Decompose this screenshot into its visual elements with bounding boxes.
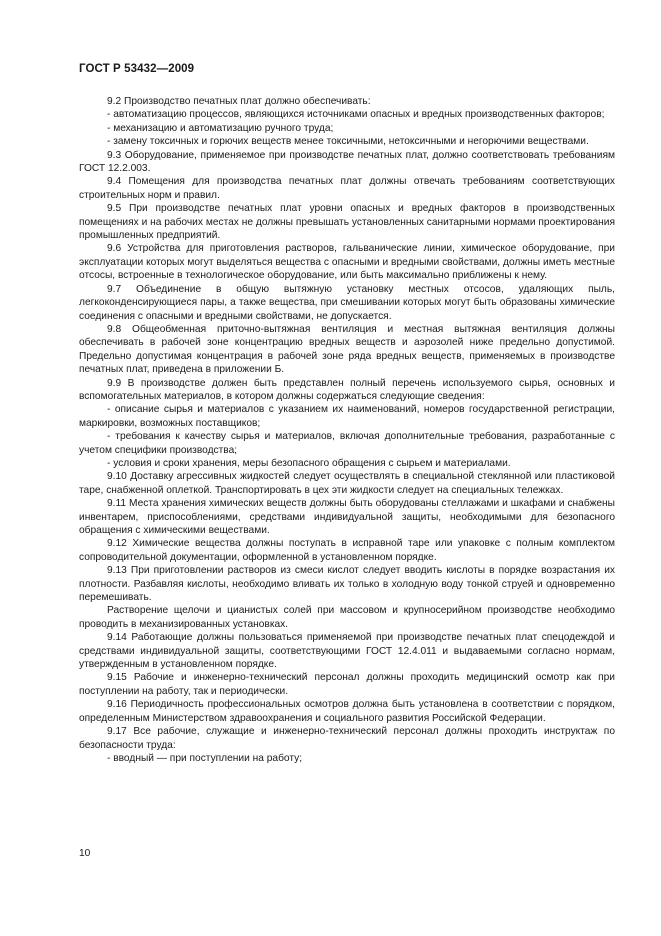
paragraph-9-8: 9.8 Общеобменная приточно-вытяжная вентиляция и местная вытяжная вентиляция должны обеспечивать в рабочей зоне концентрацию вредных веществ и аэрозолей ниже предельно допустимой. Предельно допустимая концентрация в рабочей зоне ряда вредных веществ, применяемых в производстве печатных плат, приведена в приложении Б.	[79, 323, 615, 376]
paragraph-9-15: 9.15 Рабочие и инженерно-технический персонал должны проходить медицинский осмотр как при поступлении на работу, так и периодически.	[79, 672, 615, 697]
list-item: - автоматизацию процессов, являющихся источниками опасных и вредных производственных факторов;	[107, 109, 605, 121]
list-item: - условия и сроки хранения, меры безопасного обращения с сырьем и материалами.	[107, 457, 511, 469]
document-header: ГОСТ Р 53432—2009	[79, 63, 195, 75]
list-item: - замену токсичных и горючих веществ менее токсичными, нетоксичными и негорючими веществами.	[107, 136, 589, 148]
list-item: - механизацию и автоматизацию ручного труда;	[107, 122, 334, 134]
paragraph-9-16: 9.16 Периодичность профессиональных осмотров должна быть установлена в соответствии с порядком, определенным Министерством здравоохранения и социального развития Российской Федерации.	[79, 699, 615, 724]
paragraph-9-10: 9.10 Доставку агрессивных жидкостей следует осуществлять в специальной стеклянной или пластиковой таре, снабженной оплеткой. Транспортировать в цех эти жидкости следует на специальных тележках.	[79, 471, 615, 496]
paragraph-9-7: 9.7 Объединение в общую вытяжную установку местных отсосов, удаляющих пыль, легкоконденсирующиеся пары, а также вещества, при смешивании которых могут быть образованы химические соединения с опасными и вредными свойствами, не допускается.	[79, 283, 615, 322]
list-item: - требования к качеству сырья и материалов, включая дополнительные требования, разработанные с учетом специфики производства;	[79, 431, 615, 456]
paragraph-9-11: 9.11 Места хранения химических веществ должны быть оборудованы стеллажами и шкафами и снабжены инвентарем, приспособлениями, средствами индивидуальной защиты, необходимыми для безопасного обращения с химическими веществами.	[79, 498, 615, 536]
paragraph-9-14: 9.14 Работающие должны пользоваться применяемой при производстве печатных плат спецодеждой и средствами индивидуальной защиты, соответствующими ГОСТ 12.4.011 и выдаваемыми согласно нормам, утвержденным в установленном порядке.	[79, 632, 615, 671]
paragraph-9-3: 9.3 Оборудование, применяемое при производстве печатных плат, должно соответствовать требованиям ГОСТ 12.2.003.	[79, 149, 615, 175]
paragraph-9-4: 9.4 Помещения для производства печатных плат должны отвечать требованиям соответствующих строительных норм и правил.	[79, 176, 615, 201]
paragraph-9-9: 9.9 В производстве должен быть представлен полный перечень используемого сырья, основных и вспомогательных материалов, в котором должны содержаться следующие сведения:	[79, 377, 615, 402]
paragraph-9-5: 9.5 При производстве печатных плат уровни опасных и вредных факторов в производственных помещениях и на рабочих местах не должны превышать установленных санитарными нормами проектирования промышленных предприятий.	[79, 203, 615, 242]
list-item: - вводный — при поступлении на работу;	[107, 752, 303, 764]
page-number: 10	[79, 848, 91, 859]
paragraph-9-13: 9.13 При приготовлении растворов из смеси кислот следует вводить кислоты в порядке возрастания их плотности. Разбавляя кислоты, необходимо вливать их только в холодную воду тонкой струей и одновременно перемешивать.	[79, 565, 615, 604]
paragraph-9-12: 9.12 Химические вещества должны поступать в исправной таре или упаковке с полным комплектом сопроводительной документации, оформленной в установленном порядке.	[79, 538, 615, 563]
list-item: - описание сырья и материалов с указанием их наименований, номеров государственной регистрации, маркировки, возможных поставщиков;	[79, 404, 615, 429]
paragraph-9-17: 9.17 Все рабочие, служащие и инженерно-технический персонал должны проходить инструктаж по безопасности труда:	[79, 726, 615, 751]
paragraph-9-6: 9.6 Устройства для приготовления растворов, гальванические линии, химическое оборудование, при эксплуатации которых могут выделяться вещества с опасными и вредными свойствами, должны иметь местные отсосы, встроенные в технологическое оборудование, или быть максимально приближены к нему.	[79, 243, 615, 282]
document-body	[79, 95, 615, 765]
paragraph-9-2: 9.2 Производство печатных плат должно обеспечивать:	[107, 96, 371, 107]
paragraph-9-13-continuation: Растворение щелочи и цианистых солей при массовом и крупносерийном производстве необходимо проводить в механизированных установках.	[79, 605, 615, 630]
